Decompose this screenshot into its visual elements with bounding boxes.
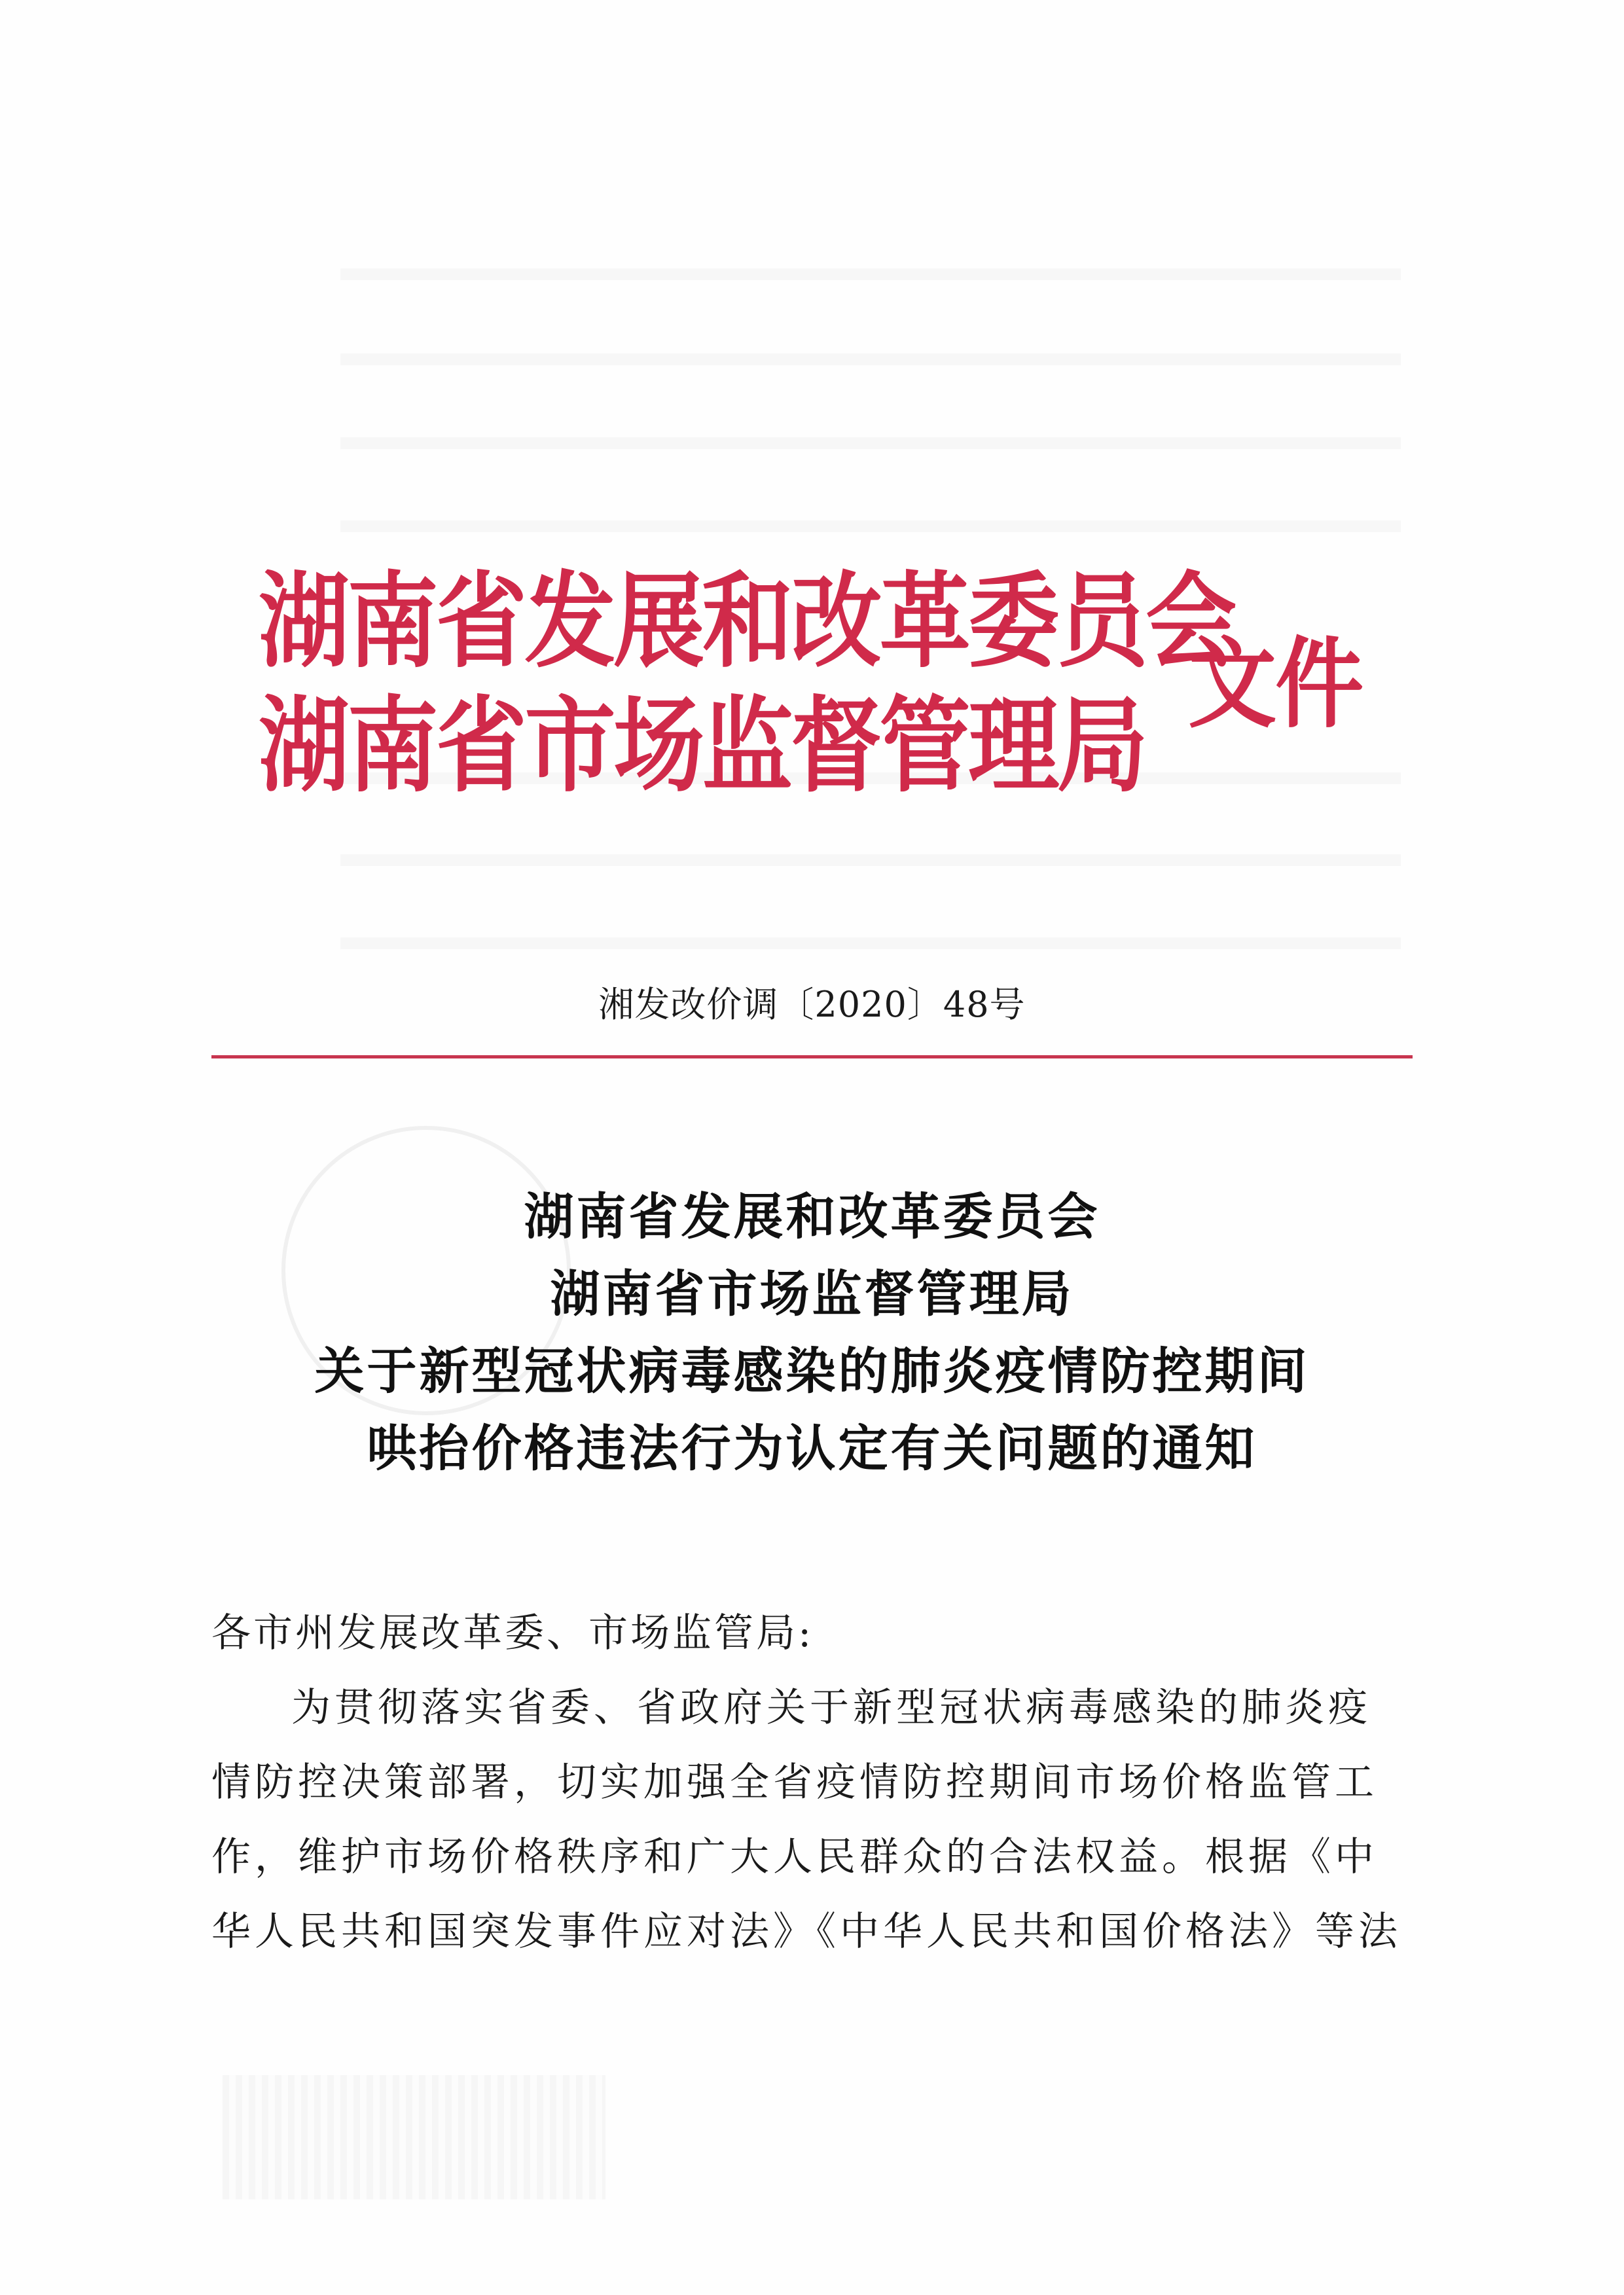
paragraph-line: 作，维护市场价格秩序和广大人民群众的合法权益。根据《中 xyxy=(211,1834,1378,1880)
title-line: 湖南省市场监督管理局 xyxy=(550,1265,1074,1323)
bleed-through-mark xyxy=(340,937,1401,949)
document-title xyxy=(0,1178,1624,1487)
header-issuer-2: 湖南省市场监督管理局 xyxy=(259,685,1146,806)
scan-artifact xyxy=(223,2075,605,2199)
red-header xyxy=(259,550,1411,851)
bleed-through-mark xyxy=(340,437,1401,449)
bleed-through-mark xyxy=(340,268,1401,280)
paragraph-line: 情防控决策部署，切实加强全省疫情防控期间市场价格监管工 xyxy=(211,1760,1378,1805)
bleed-through-mark xyxy=(340,854,1401,866)
title-line: 湖南省发展和改革委员会 xyxy=(524,1187,1100,1246)
paragraph-line: 华人民共和国突发事件应对法》《中华人民共和国价格法》等法 xyxy=(211,1909,1401,1955)
header-issuer-1: 湖南省发展和改革委员会 xyxy=(259,561,1235,682)
red-divider xyxy=(211,1055,1413,1058)
title-line: 关于新型冠状病毒感染的肺炎疫情防控期间 xyxy=(314,1342,1310,1400)
title-line: 哄抬价格违法行为认定有关问题的通知 xyxy=(367,1419,1257,1477)
bleed-through-mark xyxy=(340,520,1401,532)
bleed-through-mark xyxy=(340,353,1401,365)
salutation: 各市州发展改革委、市场监管局: xyxy=(211,1610,814,1656)
header-document-label: 文件 xyxy=(1188,626,1363,742)
paragraph-line: 为贯彻落实省委、省政府关于新型冠状病毒感染的肺炎疫 xyxy=(291,1685,1371,1731)
document-body xyxy=(211,1610,1416,1983)
document-number: 湘发改价调〔2020〕48号 xyxy=(598,984,1026,1025)
